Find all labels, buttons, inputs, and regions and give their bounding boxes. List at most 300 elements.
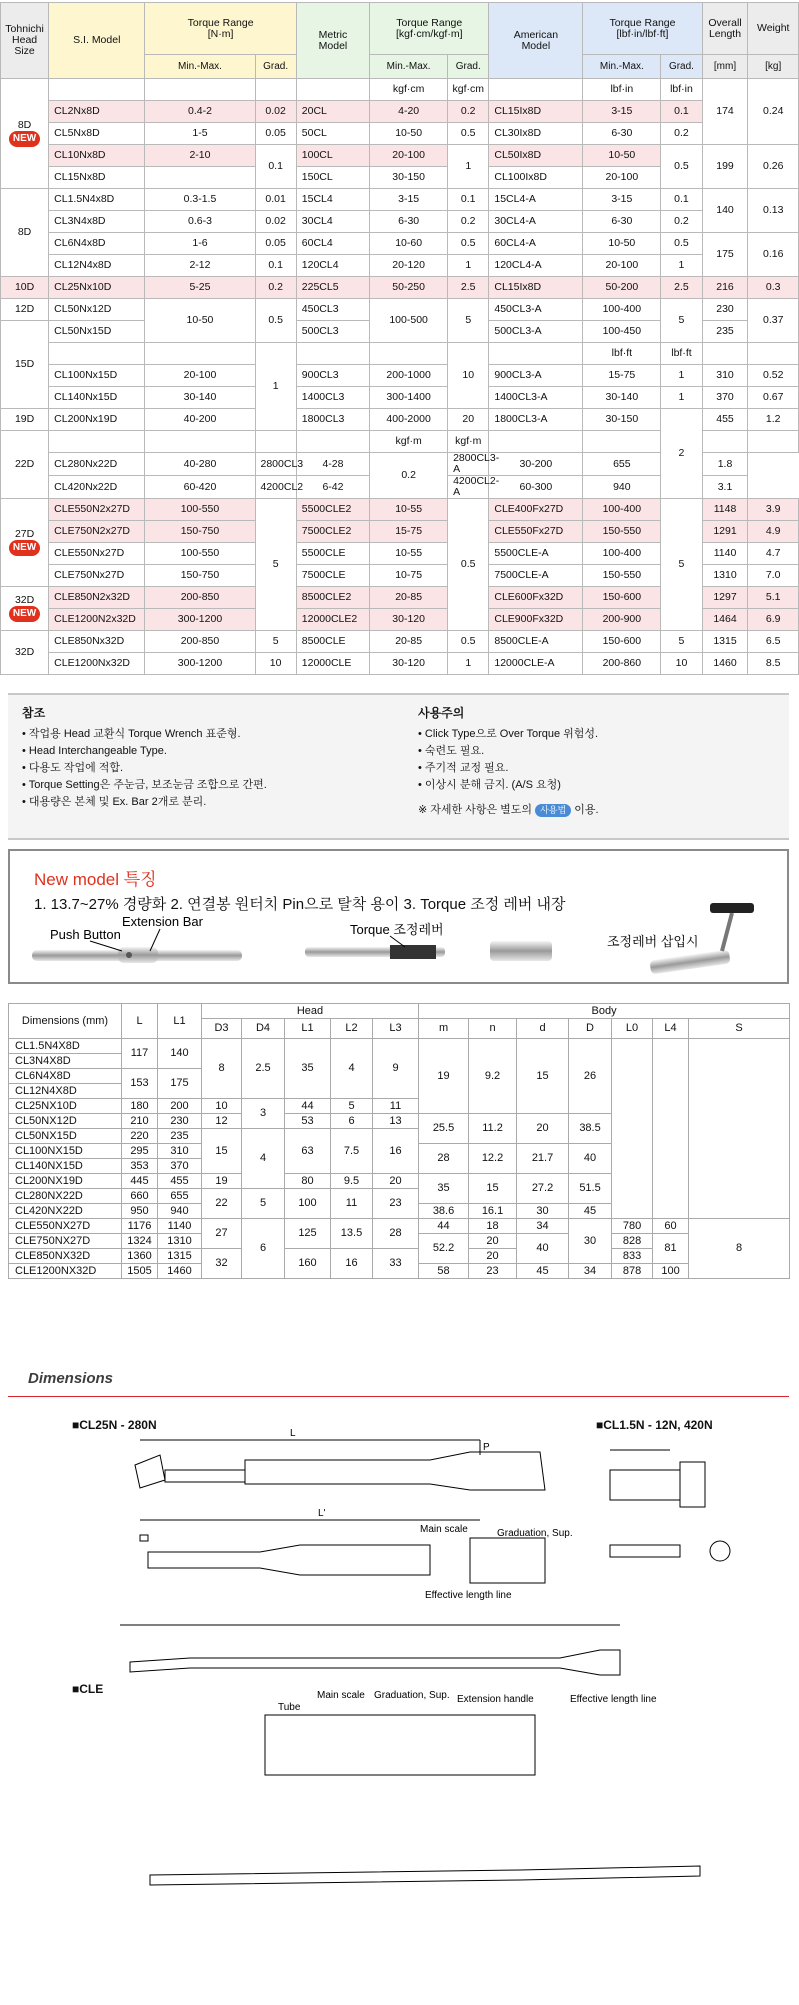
si-model-cell: CL100Nx15D: [49, 365, 145, 387]
dim-cell: 12.2: [469, 1144, 517, 1174]
metric-range-cell: 10-55: [370, 543, 448, 565]
dim-cell: 950: [122, 1204, 158, 1219]
cle-drawing: [120, 1625, 700, 1885]
dim-cell: 38.6: [419, 1204, 469, 1219]
dim-cell: 34: [517, 1219, 569, 1234]
cl15n-label: ■CL1.5N - 12N, 420N: [596, 1418, 713, 1432]
dim-cell: 38.5: [569, 1114, 612, 1144]
head-size-8d: 8D: [1, 189, 49, 277]
metric-model-cell: 4200CL2: [255, 476, 296, 499]
notes-reference: 참조 • 작업용 Head 교환식 Torque Wrench 표준형. • Head Interchangeable Type. • 다용도 작업에 적합. • Torque Setting은 주눈금, 보조눈금 조합으로 간편. • 대용량은 본체 및 Ex. Bar 2개로 분리.: [22, 706, 267, 808]
dim-cell: 11: [373, 1099, 419, 1114]
notes-caution-title: 사용주의: [418, 706, 465, 720]
dim-model-cell: CL100NX15D: [9, 1144, 122, 1159]
head-size-15d: 15D: [1, 321, 49, 409]
metric-range-cell: 10-50: [370, 123, 448, 145]
dim-cell: 27.2: [517, 1174, 569, 1204]
si-model-cell: CLE1200N2x32D: [49, 609, 145, 631]
american-grad-cell: 5: [661, 499, 702, 631]
metric-range-cell: 10-75: [370, 565, 448, 587]
metric-model-cell: 7500CLE: [296, 565, 369, 587]
si-model-cell: CL420Nx22D: [49, 476, 145, 499]
dim-cell: 30: [569, 1219, 612, 1264]
american-grad-cell: 0.5: [661, 233, 702, 255]
head-size-32d: 32D: [1, 631, 49, 675]
dim-model-cell: CL1.5N4X8D: [9, 1039, 122, 1054]
dim-cell: 15: [469, 1174, 517, 1204]
american-model-cell: 15CL4-A: [489, 189, 583, 211]
american-model-cell: 30CL4-A: [489, 211, 583, 233]
dim-cell: 44: [285, 1099, 331, 1114]
si-model-cell: CL200Nx19D: [49, 409, 145, 431]
graduation-label: Graduation, Sup.: [497, 1528, 573, 1539]
si-grad-cell: 5: [255, 499, 296, 631]
american-model-cell: 12000CLE-A: [489, 653, 583, 675]
dim-cell: 1460: [158, 1264, 202, 1279]
si-grad-cell: 10: [255, 653, 296, 675]
metric-grad-cell: 1: [448, 145, 489, 189]
dim-cell: 153: [122, 1069, 158, 1099]
dim-cell: 20: [517, 1114, 569, 1144]
metric-range-cell: 30-150: [370, 167, 448, 189]
metric-range-cell: 20-120: [370, 255, 448, 277]
weight-cell: 0.16: [748, 233, 799, 277]
dim-cell: 63: [285, 1129, 331, 1174]
metric-range-cell: 10-55: [370, 499, 448, 521]
dim-cell: 1505: [122, 1264, 158, 1279]
cl25n-drawing-side: [140, 1524, 573, 1601]
si-model-cell: CL280Nx22D: [49, 453, 145, 476]
weight-cell: 3.1: [702, 476, 748, 499]
american-model-cell: 1400CL3-A: [489, 387, 583, 409]
weight-cell: 4.9: [748, 521, 799, 543]
american-range-cell: 50-200: [583, 277, 661, 299]
dimension-table: [8, 1003, 790, 1279]
dim-cell: 1140: [158, 1219, 202, 1234]
si-range-cell: 0.6-3: [145, 211, 255, 233]
metric-model-cell: 900CL3: [296, 365, 369, 387]
dim-cell: 52.2: [419, 1234, 469, 1264]
si-grad-cell: 1: [255, 343, 296, 431]
dim-cell: 32: [202, 1249, 242, 1279]
american-model-cell: CL30Ix8D: [489, 123, 583, 145]
head-size-8d: 8D NEW: [1, 79, 49, 189]
unit-kgfm: kgf·m: [370, 431, 448, 453]
graduation-label-2: Graduation, Sup.: [374, 1690, 450, 1701]
dim-cell: 2.5: [242, 1039, 285, 1099]
american-range-cell: 200-860: [583, 653, 661, 675]
american-torque-header: Torque Range [lbf·in/lbf·ft]: [583, 3, 702, 55]
dim-cell: 19: [202, 1174, 242, 1189]
metric-model-cell: 1800CL3: [296, 409, 369, 431]
si-grad-cell: 0.1: [255, 255, 296, 277]
si-model-cell: CLE750Nx27D: [49, 565, 145, 587]
si-model-cell: CL3N4x8D: [49, 211, 145, 233]
american-grad-cell: 0.5: [661, 145, 702, 189]
metric-model-cell: 12000CLE2: [296, 609, 369, 631]
length-cell: 1291: [702, 521, 748, 543]
overall-length-header: Overall Length: [702, 3, 748, 55]
american-model-cell: CL15Ix8D: [489, 101, 583, 123]
dim-cell: 18: [469, 1219, 517, 1234]
dim-cell: 7.5: [331, 1129, 373, 1174]
metric-grad-cell: 10: [448, 343, 489, 409]
dim-cell: 9: [373, 1039, 419, 1099]
si-range-cell: 2-12: [145, 255, 255, 277]
metric-grad-cell: 0.2: [448, 211, 489, 233]
si-model-cell: CL15Nx8D: [49, 167, 145, 189]
metric-range-cell: 300-1400: [370, 387, 448, 409]
american-range-cell: 10-50: [583, 145, 661, 167]
dim-model-cell: CL50NX15D: [9, 1129, 122, 1144]
caution-item: 이상시 분해 금지. (A/S 요청): [424, 779, 561, 791]
length-cell: 1460: [702, 653, 748, 675]
dim-col-d: d: [517, 1019, 569, 1039]
dim-model-cell: CLE850NX32D: [9, 1249, 122, 1264]
dim-col-head-l1: L1: [285, 1019, 331, 1039]
dim-cell: 15: [517, 1039, 569, 1114]
weight-cell: 6.9: [748, 609, 799, 631]
si-model-cell: CLE750N2x27D: [49, 521, 145, 543]
metric-range-cell: 30-120: [370, 653, 448, 675]
si-range-cell: 200-850: [145, 631, 255, 653]
effective-length-label-2: Effective length line: [570, 1694, 657, 1705]
unit-kgfcm: kgf·cm: [448, 79, 489, 101]
cle-label: ■CLE: [72, 1682, 104, 1696]
dim-col-m: m: [419, 1019, 469, 1039]
american-model-cell: 4200CL2-A: [448, 476, 489, 499]
lever-insert-label: 조정레버 삽입시: [607, 934, 699, 949]
unit-lbfft: lbf·ft: [583, 343, 661, 365]
extension-bar-leader: [150, 929, 160, 951]
dim-col-n: n: [469, 1019, 517, 1039]
dim-cell: 21.7: [517, 1144, 569, 1174]
dim-cell: 45: [517, 1264, 569, 1279]
si-model-cell: CL10Nx8D: [49, 145, 145, 167]
dim-cell: 200: [158, 1099, 202, 1114]
svg-text:L': L': [318, 1508, 326, 1519]
length-cell: 455: [702, 409, 748, 431]
weight-cell: 6.5: [748, 631, 799, 653]
head-size-19d: 19D: [1, 409, 49, 431]
dim-cell: 6: [242, 1219, 285, 1279]
metric-model-cell: 225CL5: [296, 277, 369, 299]
dim-cell: 1324: [122, 1234, 158, 1249]
dim-cell: 13.5: [331, 1219, 373, 1249]
svg-text:P: P: [483, 1442, 490, 1453]
american-grad-cell: 0.2: [661, 211, 702, 233]
dim-cell: 117: [122, 1039, 158, 1069]
metric-range-cell: 6-30: [370, 211, 448, 233]
new-model-features: 1. 13.7~27% 경량화 2. 연결봉 원터치 Pin으로 탈착 용이 3. Torque 조정 레버 내장: [34, 896, 566, 913]
si-model-header: S.I. Model: [49, 3, 145, 79]
dim-group-head: Head: [202, 1004, 419, 1019]
american-model-cell: 1800CL3-A: [489, 409, 583, 431]
american-model-header: American Model: [489, 3, 583, 79]
american-range-cell: 15-75: [583, 365, 661, 387]
si-grad-cell: 0.01: [255, 189, 296, 211]
american-range-cell: 150-550: [583, 565, 661, 587]
metric-range-cell: 50-250: [370, 277, 448, 299]
american-range-cell: 6-30: [583, 123, 661, 145]
dim-cell: 23: [469, 1264, 517, 1279]
dim-cell: 353: [122, 1159, 158, 1174]
weight-cell: 0.24: [748, 79, 799, 145]
dim-cell: 8: [202, 1039, 242, 1099]
dim-cell: 5: [331, 1099, 373, 1114]
dim-cell: 30: [517, 1204, 569, 1219]
length-cell: 1310: [702, 565, 748, 587]
si-grad-cell: 0.5: [255, 299, 296, 343]
dim-cell: 5: [242, 1189, 285, 1219]
metric-grad-cell: 0.2: [370, 453, 448, 499]
dim-model-cell: CL12N4X8D: [9, 1084, 122, 1099]
metric-model-cell: 100CL: [296, 145, 369, 167]
american-model-cell: 8500CLE-A: [489, 631, 583, 653]
dim-col-l2: L2: [331, 1019, 373, 1039]
svg-text:L: L: [290, 1428, 296, 1439]
si-range-cell: 1-5: [145, 123, 255, 145]
spec-table: [0, 2, 799, 675]
length-cell: 1140: [702, 543, 748, 565]
si-grad-cell: 0.1: [255, 145, 296, 189]
si-range-cell: 5-25: [145, 277, 255, 299]
metric-model-cell: 450CL3: [296, 299, 369, 321]
si-grad-cell: 0.05: [255, 233, 296, 255]
si-range-cell: 30-140: [145, 387, 255, 409]
american-range-cell: 100-400: [583, 543, 661, 565]
weight-cell: 0.67: [748, 387, 799, 409]
new-badge: NEW: [9, 606, 40, 622]
cl25n-label: ■CL25N - 280N: [72, 1418, 157, 1432]
metric-model-cell: 20CL: [296, 101, 369, 123]
dim-col-l4: L4: [653, 1019, 689, 1039]
si-grad-cell: 0.02: [255, 211, 296, 233]
si-model-cell: CL12N4x8D: [49, 255, 145, 277]
torque-lever-photo: [305, 936, 552, 961]
dim-cell: 40: [517, 1234, 569, 1264]
dim-cell: 310: [158, 1144, 202, 1159]
push-button-leader: [90, 941, 122, 951]
unit-kgfm: kgf·m: [448, 431, 489, 453]
length-cell: 216: [702, 277, 748, 299]
si-range-cell: 20-100: [145, 365, 255, 387]
dim-cell: 12: [202, 1114, 242, 1129]
metric-model-cell: 12000CLE: [296, 653, 369, 675]
dim-cell: 3: [242, 1099, 285, 1129]
metric-model-cell: 8500CLE2: [296, 587, 369, 609]
si-range-cell: 150-750: [145, 521, 255, 543]
american-grad-cell: 1: [661, 365, 702, 387]
american-range-cell: 150-600: [583, 587, 661, 609]
notes-reference-title: 참조: [22, 706, 46, 720]
si-torque-header: Torque Range [N·m]: [145, 3, 296, 55]
length-cell: 1315: [702, 631, 748, 653]
metric-range-cell: 200-1000: [370, 365, 448, 387]
dim-col-l1: L1: [158, 1004, 202, 1039]
metric-model-cell: 50CL: [296, 123, 369, 145]
dim-cell: 9.2: [469, 1039, 517, 1114]
dim-model-cell: CL3N4X8D: [9, 1054, 122, 1069]
metric-model-cell: 1400CL3: [296, 387, 369, 409]
dim-cell: 8: [689, 1219, 790, 1279]
weight-cell: 0.26: [748, 145, 799, 189]
dim-cell: 1315: [158, 1249, 202, 1264]
american-range-cell: 200-900: [583, 609, 661, 631]
metric-range-cell: 6-42: [296, 476, 369, 499]
si-grad-header: Grad.: [255, 55, 296, 79]
metric-min-max-header: Min.-Max.: [370, 55, 448, 79]
dim-model-cell: CL280NX22D: [9, 1189, 122, 1204]
weight-cell: 5.1: [748, 587, 799, 609]
american-grad-cell: 5: [661, 631, 702, 653]
metric-range-cell: 20-100: [370, 145, 448, 167]
metric-grad-cell: 20: [448, 409, 489, 431]
american-grad-cell: 1: [661, 387, 702, 409]
dim-cell: 20: [373, 1174, 419, 1189]
dim-cell: 445: [122, 1174, 158, 1189]
metric-range-cell: 4-20: [370, 101, 448, 123]
american-range-cell: 6-30: [583, 211, 661, 233]
dim-cell: 35: [419, 1174, 469, 1204]
dim-cell: 35: [285, 1039, 331, 1099]
metric-model-cell: 60CL4: [296, 233, 369, 255]
si-model-cell: CL2Nx8D: [49, 101, 145, 123]
dim-cell: 16: [373, 1129, 419, 1174]
dim-cell: 33: [373, 1249, 419, 1279]
dim-cell: 11: [331, 1189, 373, 1219]
metric-range-cell: 20-85: [370, 587, 448, 609]
note-item: Torque Setting은 주눈금, 보조눈금 조합으로 간편.: [28, 779, 267, 791]
dim-cell: 58: [419, 1264, 469, 1279]
notes-footnote: ※ 자세한 사항은 별도의 사용법 이용.: [418, 804, 599, 816]
dim-model-cell: CL25NX10D: [9, 1099, 122, 1114]
dim-cell: 180: [122, 1099, 158, 1114]
metric-model-cell: 2800CL3: [255, 453, 296, 476]
dim-cell: 940: [158, 1204, 202, 1219]
si-model-cell: CL25Nx10D: [49, 277, 145, 299]
weight-cell: 4.7: [748, 543, 799, 565]
si-range-cell: 100-550: [145, 543, 255, 565]
kg-unit-header: [kg]: [748, 55, 799, 79]
si-model-cell: CL1.5N4x8D: [49, 189, 145, 211]
length-cell: 310: [702, 365, 748, 387]
dim-cell: 11.2: [469, 1114, 517, 1144]
unit-lbfin: lbf·in: [583, 79, 661, 101]
si-range-cell: 0.3-1.5: [145, 189, 255, 211]
dim-cell: 51.5: [569, 1174, 612, 1204]
length-cell: 175: [702, 233, 748, 277]
si-range-cell: 0.4-2: [145, 101, 255, 123]
length-cell: 1297: [702, 587, 748, 609]
dim-cell: 160: [285, 1249, 331, 1279]
main-scale-label-2: Main scale: [317, 1690, 365, 1701]
weight-cell: 0.3: [748, 277, 799, 299]
weight-cell: 8.5: [748, 653, 799, 675]
si-range-cell: 300-1200: [145, 653, 255, 675]
si-range-cell: 300-1200: [145, 609, 255, 631]
dim-cell: 878: [612, 1264, 653, 1279]
si-grad-cell: 0.05: [255, 123, 296, 145]
dim-col-d4: D4: [242, 1019, 285, 1039]
dim-cell: 25.5: [419, 1114, 469, 1144]
si-range-cell: 100-550: [145, 499, 255, 521]
dim-cell: 20: [469, 1234, 517, 1249]
metric-grad-cell: 5: [448, 299, 489, 343]
american-range-cell: 20-100: [583, 167, 661, 189]
dim-cell: 80: [285, 1174, 331, 1189]
usage-badge[interactable]: 사용법: [535, 804, 571, 817]
si-range-cell: 200-850: [145, 587, 255, 609]
note-item: 작업용 Head 교환식 Torque Wrench 표준형.: [28, 728, 241, 740]
american-model-cell: 900CL3-A: [489, 365, 583, 387]
metric-range-cell: 3-15: [370, 189, 448, 211]
length-cell: 1464: [702, 609, 748, 631]
american-grad-cell: 2: [661, 409, 702, 499]
head-size-header: Tohnichi Head Size: [1, 3, 49, 79]
length-cell: 940: [583, 476, 661, 499]
dim-cell: 655: [158, 1189, 202, 1204]
dim-cell: 1176: [122, 1219, 158, 1234]
metric-model-header: Metric Model: [296, 3, 369, 79]
metric-grad-cell: 0.5: [448, 233, 489, 255]
dim-cell: 4: [242, 1129, 285, 1189]
metric-grad-cell: 1: [448, 653, 489, 675]
american-grad-cell: 0.2: [661, 123, 702, 145]
american-range-cell: 60-300: [489, 476, 583, 499]
caution-item: 주기적 교정 필요.: [424, 762, 509, 774]
american-grad-cell: 10: [661, 653, 702, 675]
head-size-22d: 22D: [1, 431, 49, 499]
metric-grad-cell: 1: [448, 255, 489, 277]
dimensions-title: Dimensions: [28, 1370, 114, 1387]
american-model-cell: 500CL3-A: [489, 321, 583, 343]
head-size-10d: 10D: [1, 277, 49, 299]
american-model-cell: 450CL3-A: [489, 299, 583, 321]
dim-cell: 40: [569, 1144, 612, 1174]
metric-range-cell: 15-75: [370, 521, 448, 543]
dim-model-cell: CLE750NX27D: [9, 1234, 122, 1249]
dim-cell: 660: [122, 1189, 158, 1204]
metric-grad-cell: 0.5: [448, 631, 489, 653]
dim-cell: 175: [158, 1069, 202, 1099]
new-badge: NEW: [9, 131, 40, 147]
dimensions-divider: [8, 1396, 789, 1397]
weight-cell: 0.13: [748, 189, 799, 233]
caution-item: Click Type으로 Over Torque 위험성.: [424, 728, 599, 740]
dim-cell: 100: [653, 1264, 689, 1279]
si-model-cell: CL50Nx15D: [49, 321, 145, 343]
american-range-cell: 150-550: [583, 521, 661, 543]
dim-model-cell: CL200NX19D: [9, 1174, 122, 1189]
dim-col-l: L: [122, 1004, 158, 1039]
unit-lbfin: lbf·in: [661, 79, 702, 101]
dim-cell: 19: [419, 1039, 469, 1114]
dim-cell: 295: [122, 1144, 158, 1159]
caution-item: 숙련도 필요.: [424, 745, 485, 757]
weight-cell: 1.2: [748, 409, 799, 431]
weight-cell: 3.9: [748, 499, 799, 521]
head-size-12d: 12D: [1, 299, 49, 321]
dim-cell: 455: [158, 1174, 202, 1189]
metric-model-cell: 5500CLE: [296, 543, 369, 565]
si-grad-cell: 0.2: [255, 277, 296, 299]
dim-cell: 16.1: [469, 1204, 517, 1219]
metric-grad-cell: 2.5: [448, 277, 489, 299]
dim-cell: 44: [419, 1219, 469, 1234]
new-badge: NEW: [9, 540, 40, 556]
american-grad-header: Grad.: [661, 55, 702, 79]
